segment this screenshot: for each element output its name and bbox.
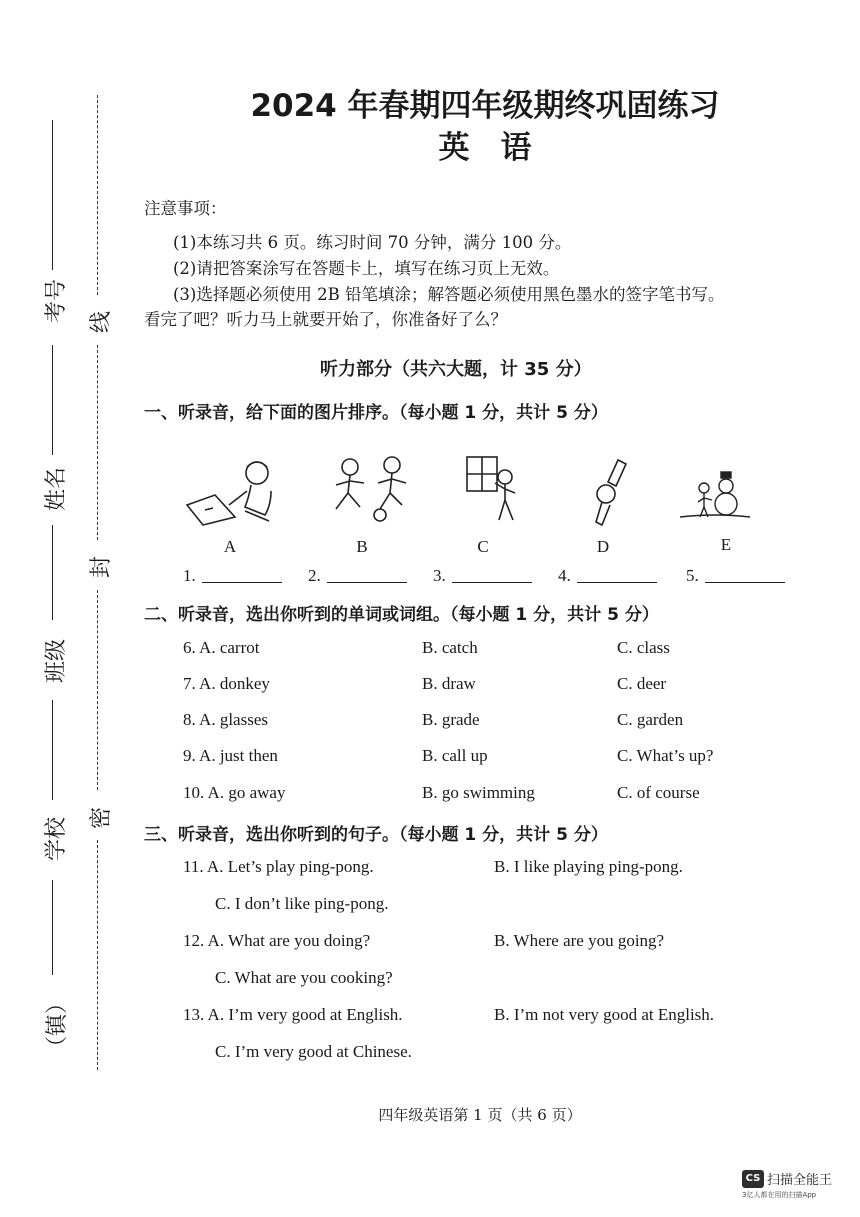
town-label: （镇）	[45, 991, 70, 1058]
q11-option-a: 11. A. Let’s play ping-pong.	[183, 857, 374, 876]
blank-underline	[202, 582, 282, 583]
name-label: 姓名	[44, 466, 69, 511]
seal-dash-4	[97, 840, 98, 1070]
seal-dash-3	[97, 590, 98, 790]
q13-option-c: C. I’m very good at Chinese.	[215, 1042, 412, 1061]
blank-underline	[327, 582, 407, 583]
q9-option-b: B. call up	[422, 746, 488, 765]
seal-seal-char: 封	[89, 555, 114, 578]
answer-blank-3[interactable]: 3.	[433, 566, 532, 586]
q6-option-a: 6. A. carrot	[183, 638, 260, 657]
q9-option-c: C. What’s up?	[617, 746, 714, 765]
q10-option-c: C. of course	[617, 783, 700, 802]
listening-part-title: 听力部分（共六大题，计 35 分）	[320, 359, 592, 380]
note-item-2: (2)请把答案涂写在答题卡上，填写在练习页上无效。	[173, 259, 560, 278]
q7-option-a: 7. A. donkey	[183, 674, 270, 693]
subject-title: 英 语	[438, 130, 532, 166]
q7-option-c: C. deer	[617, 674, 667, 693]
answer-blank-1[interactable]: 1.	[183, 566, 282, 586]
school-label: 学校	[44, 816, 69, 861]
answer-blank-5[interactable]: 5.	[686, 566, 785, 586]
school-line	[52, 700, 53, 800]
q12-option-b: B. Where are you going?	[494, 931, 665, 950]
q6-option-b: B. catch	[422, 638, 478, 657]
q10-option-b: B. go swimming	[422, 783, 535, 802]
section2-title: 二、听录音，选出你听到的单词或词组。（每小题 1 分，共计 5 分）	[144, 605, 659, 625]
snowman-icon	[678, 470, 753, 525]
town-line	[52, 880, 53, 975]
seal-dash-2	[97, 345, 98, 540]
wristwatch-icon	[588, 458, 633, 528]
picture-label-a: A	[223, 537, 237, 556]
picture-label-c: C	[477, 537, 489, 556]
note-item-3: (3)选择题必须使用 2B 铅笔填涂；解答题必须使用黑色墨水的签字笔书写。	[173, 285, 725, 304]
q6-option-c: C. class	[617, 638, 670, 657]
seal-secret-char: 密	[89, 806, 114, 829]
scanner-watermark	[742, 1168, 832, 1200]
watermark-name: 扫描全能王	[767, 1173, 833, 1188]
picture-label-e: E	[720, 535, 732, 554]
child-drawing-icon	[185, 455, 275, 530]
kids-playing-football-icon	[330, 455, 420, 525]
q13-option-a: 13. A. I’m very good at English.	[183, 1005, 403, 1024]
q11-option-b: B. I like playing ping-pong.	[494, 857, 683, 876]
exam-no-label: 考号	[44, 278, 69, 323]
section3-title: 三、听录音，选出你听到的句子。（每小题 1 分，共计 5 分）	[144, 825, 608, 845]
answer-blank-4[interactable]: 4.	[558, 566, 657, 586]
name-line	[52, 345, 53, 455]
q8-option-c: C. garden	[617, 710, 684, 729]
class-label: 班级	[44, 638, 69, 683]
q12-option-c: C. What are you cooking?	[215, 968, 393, 987]
picture-label-b: B	[356, 537, 368, 556]
picture-label-d: D	[596, 537, 610, 556]
q8-option-b: B. grade	[422, 710, 480, 729]
seal-line-char: 线	[89, 310, 114, 333]
watermark-subtitle: 3亿人都在用的扫描App	[742, 1191, 817, 1199]
q12-option-a: 12. A. What are you doing?	[183, 931, 371, 950]
boy-at-window-icon	[465, 455, 520, 525]
q7-option-b: B. draw	[422, 674, 476, 693]
blank-underline	[705, 582, 785, 583]
q9-option-a: 9. A. just then	[183, 746, 278, 765]
q11-option-c: C. I don’t like ping-pong.	[215, 894, 389, 913]
blank-underline	[452, 582, 532, 583]
answer-blank-2[interactable]: 2.	[308, 566, 407, 586]
camscanner-logo-icon: CS	[742, 1170, 764, 1188]
blank-underline	[577, 582, 657, 583]
page-footer: 四年级英语第 1 页（共 6 页）	[378, 1106, 582, 1124]
section1-title: 一、听录音，给下面的图片排序。（每小题 1 分，共计 5 分）	[144, 403, 608, 423]
q8-option-a: 8. A. glasses	[183, 710, 268, 729]
q10-option-a: 10. A. go away	[183, 783, 286, 802]
class-line	[52, 525, 53, 620]
notes-heading: 注意事项：	[144, 199, 227, 218]
q13-option-b: B. I’m not very good at English.	[494, 1005, 715, 1024]
exam-title: 2024 年春期四年级期终巩固练习	[250, 88, 720, 124]
note-item-1: (1)本练习共 6 页。练习时间 70 分钟，满分 100 分。	[173, 233, 572, 252]
notes-reminder: 看完了吧？听力马上就要开始了，你准备好了么？	[144, 310, 507, 329]
